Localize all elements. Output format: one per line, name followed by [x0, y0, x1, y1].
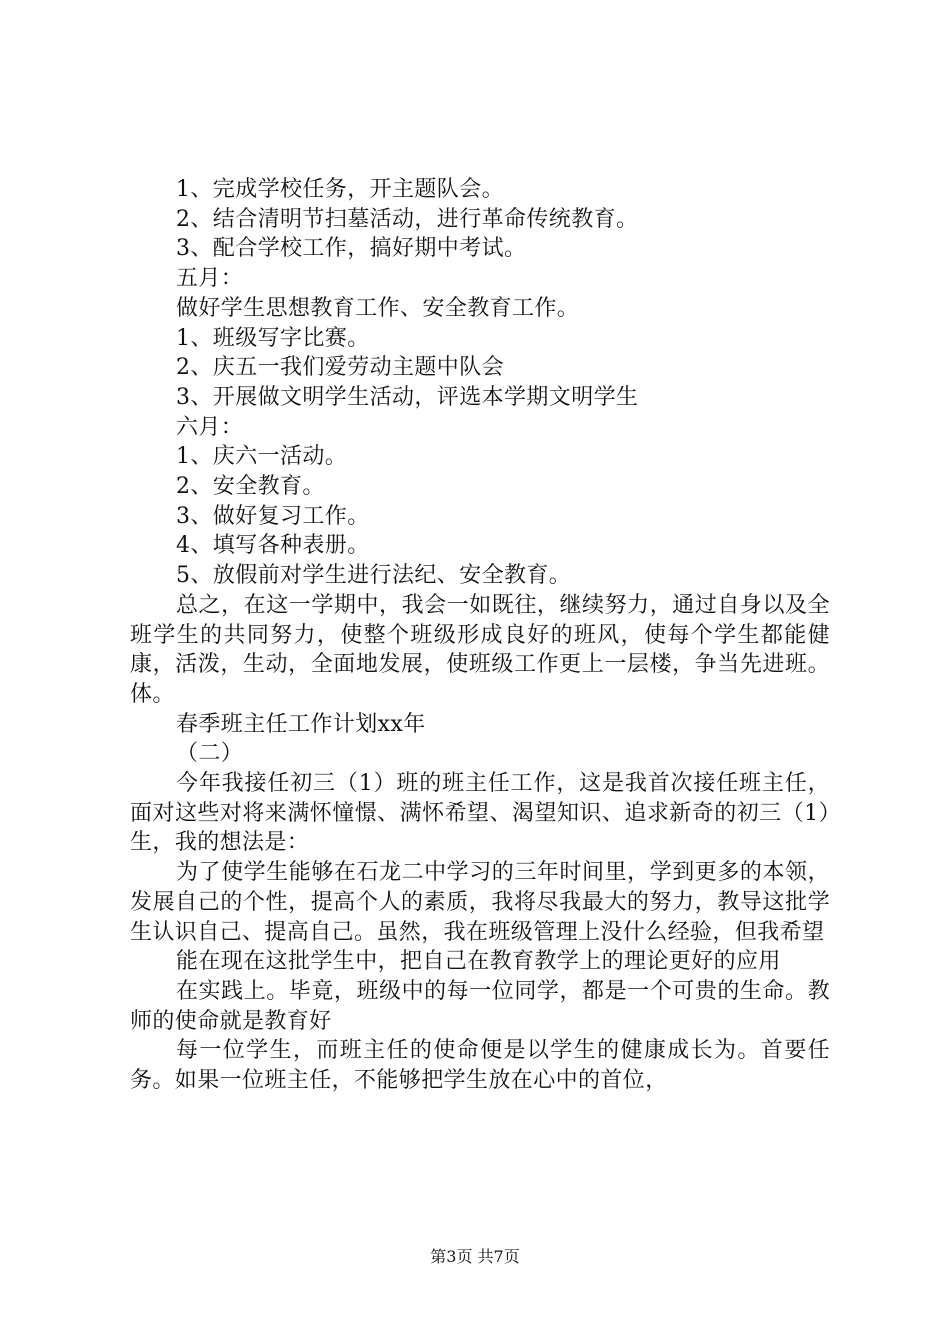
page-number-footer: 第3页 共7页 [430, 1247, 520, 1266]
paragraph: 做好学生思想教育工作、安全教育工作。 [176, 295, 580, 321]
paragraph: 1、班级写字比赛。 [176, 325, 370, 351]
document-body [130, 175, 830, 1096]
paragraph: 六月： [176, 414, 244, 440]
paragraph: 五月： [176, 266, 244, 292]
paragraph: 2、安全教育。 [176, 474, 325, 500]
paragraph: 今年我接任初三（1）班的班主任工作，这是我首次接任班主任，面对这些对将来满怀憧憬、满怀希望、渴望知识、追求新奇的初三（1）生，我的想法是： [130, 771, 830, 856]
paragraph: 能在现在这批学生中，把自己在教育教学上的理论更好的应用 [176, 949, 781, 975]
paragraph: 5、放假前对学生进行法纪、安全教育。 [176, 563, 572, 589]
paragraph: 3、配合学校工作，搞好期中考试。 [176, 236, 527, 262]
paragraph: 4、填写各种表册。 [176, 533, 370, 559]
paragraph: 1、庆六一活动。 [176, 444, 348, 470]
paragraph: 在实践上。毕竟，班级中的每一位同学，都是一个可贵的生命。教师的使命就是教育好 [130, 978, 830, 1034]
paragraph: 3、做好复习工作。 [176, 503, 370, 529]
paragraph: 1、完成学校任务，开主题队会。 [176, 177, 504, 202]
paragraph: 2、庆五一我们爱劳动主题中队会 [176, 355, 504, 381]
paragraph: 3、开展做文明学生活动，评选本学期文明学生 [176, 384, 639, 410]
paragraph: （二） [176, 741, 244, 767]
paragraph: 每一位学生，而班主任的使命便是以学生的健康成长为。首要任务。如果一位班主任，不能够把学生放在心中的首位， [130, 1038, 830, 1094]
paragraph: 2、结合清明节扫墓活动，进行革命传统教育。 [176, 206, 639, 232]
paragraph: 春季班主任工作计划xx年 [176, 711, 426, 737]
paragraph: 为了使学生能够在石龙二中学习的三年时间里，学到更多的本领，发展自己的个性，提高个人的素质，我将尽我最大的努力，教导这批学生认识自己、提高自己。虽然，我在班级管理上没什么经验，但我希望 [130, 860, 830, 945]
paragraph: 总之，在这一学期中，我会一如既往，继续努力，通过自身以及全班学生的共同努力，使整个班级形成良好的班风，使每个学生都能健康，活泼，生动，全面地发展，使班级工作更上一层楼，争当先进班。体。 [130, 592, 830, 707]
